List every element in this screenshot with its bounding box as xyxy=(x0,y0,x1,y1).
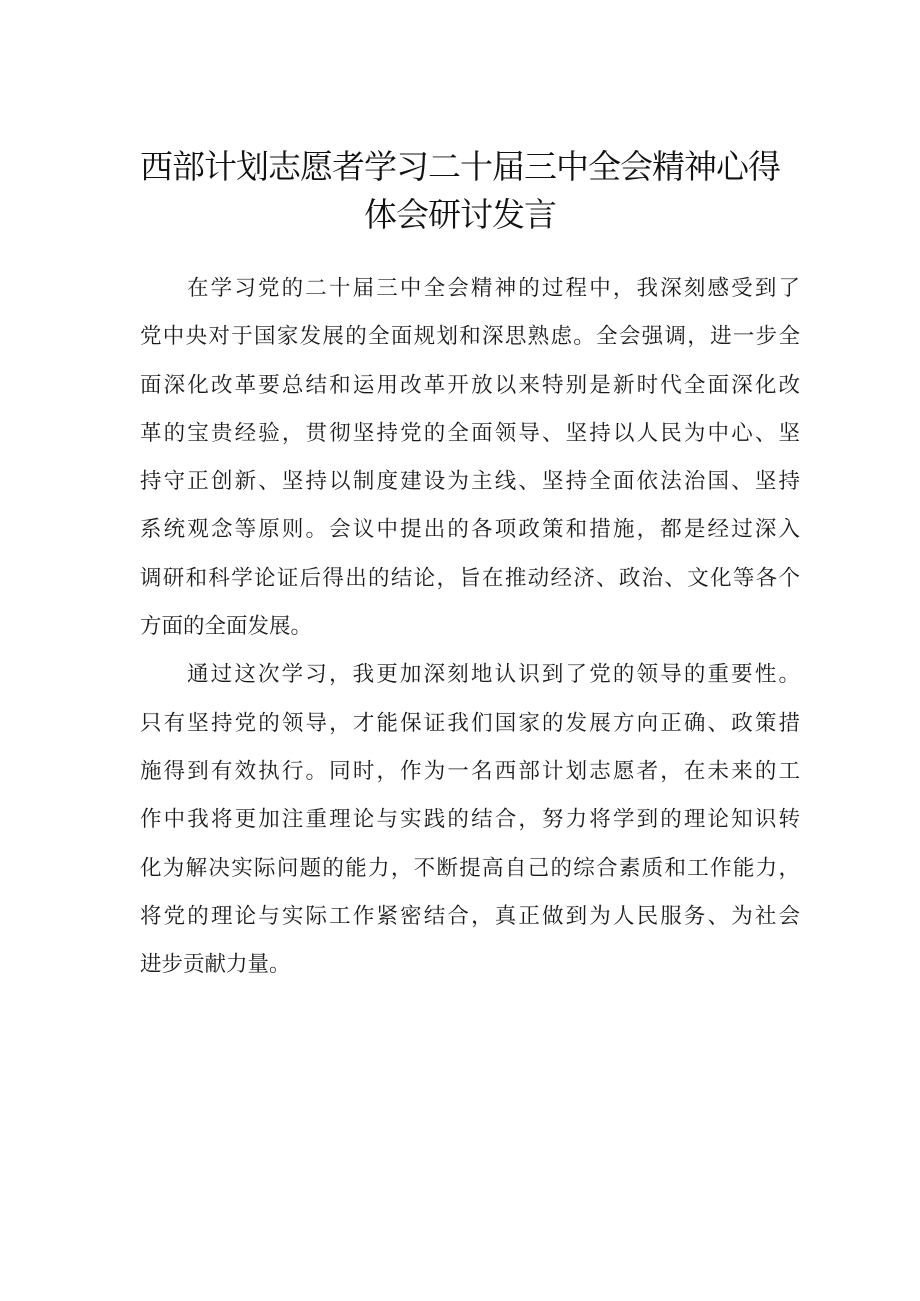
paragraph-line: 革的宝贵经验，贯彻坚持党的全面领导、坚持以人民为中心、坚 xyxy=(140,420,800,446)
paragraph-line: 施得到有效执行。同时，作为一名西部计划志愿者，在未来的工 xyxy=(140,758,800,784)
paragraph-line: 持守正创新、坚持以制度建设为主线、坚持全面依法治国、坚持 xyxy=(140,469,800,495)
title-line-1: 西部计划志愿者学习二十届三中全会精神心得 xyxy=(140,147,780,186)
document-title xyxy=(120,143,800,239)
title-line-2: 体会研讨发言 xyxy=(364,195,556,234)
paragraph-line: 调研和科学论证后得出的结论，旨在推动经济、政治、文化等各个 xyxy=(140,565,800,591)
paragraph-line: 方面的全面发展。 xyxy=(140,614,313,640)
paragraph-line: 系统观念等原则。会议中提出的各项政策和措施，都是经过深入 xyxy=(140,517,800,543)
paragraph-line: 化为解决实际问题的能力，不断提高自己的综合素质和工作能力， xyxy=(140,855,800,881)
paragraph-1 xyxy=(140,265,800,651)
paragraph-line: 作中我将更加注重理论与实践的结合，努力将学到的理论知识转 xyxy=(140,807,800,833)
paragraph-line: 将党的理论与实际工作紧密结合，真正做到为人民服务、为社会 xyxy=(140,903,800,929)
paragraph-line: 党中央对于国家发展的全面规划和深思熟虑。全会强调，进一步全 xyxy=(140,324,800,350)
paragraph-line: 只有坚持党的领导，才能保证我们国家的发展方向正确、政策措 xyxy=(140,710,800,736)
paragraph-line: 通过这次学习，我更加深刻地认识到了党的领导的重要性。 xyxy=(187,662,800,688)
paragraph-line: 进步贡献力量。 xyxy=(140,952,291,978)
paragraph-2 xyxy=(140,651,800,989)
paragraph-line: 在学习党的二十届三中全会精神的过程中，我深刻感受到了 xyxy=(187,276,800,301)
document-body xyxy=(140,265,800,989)
paragraph-line: 面深化改革要总结和运用改革开放以来特别是新时代全面深化改 xyxy=(140,372,800,398)
